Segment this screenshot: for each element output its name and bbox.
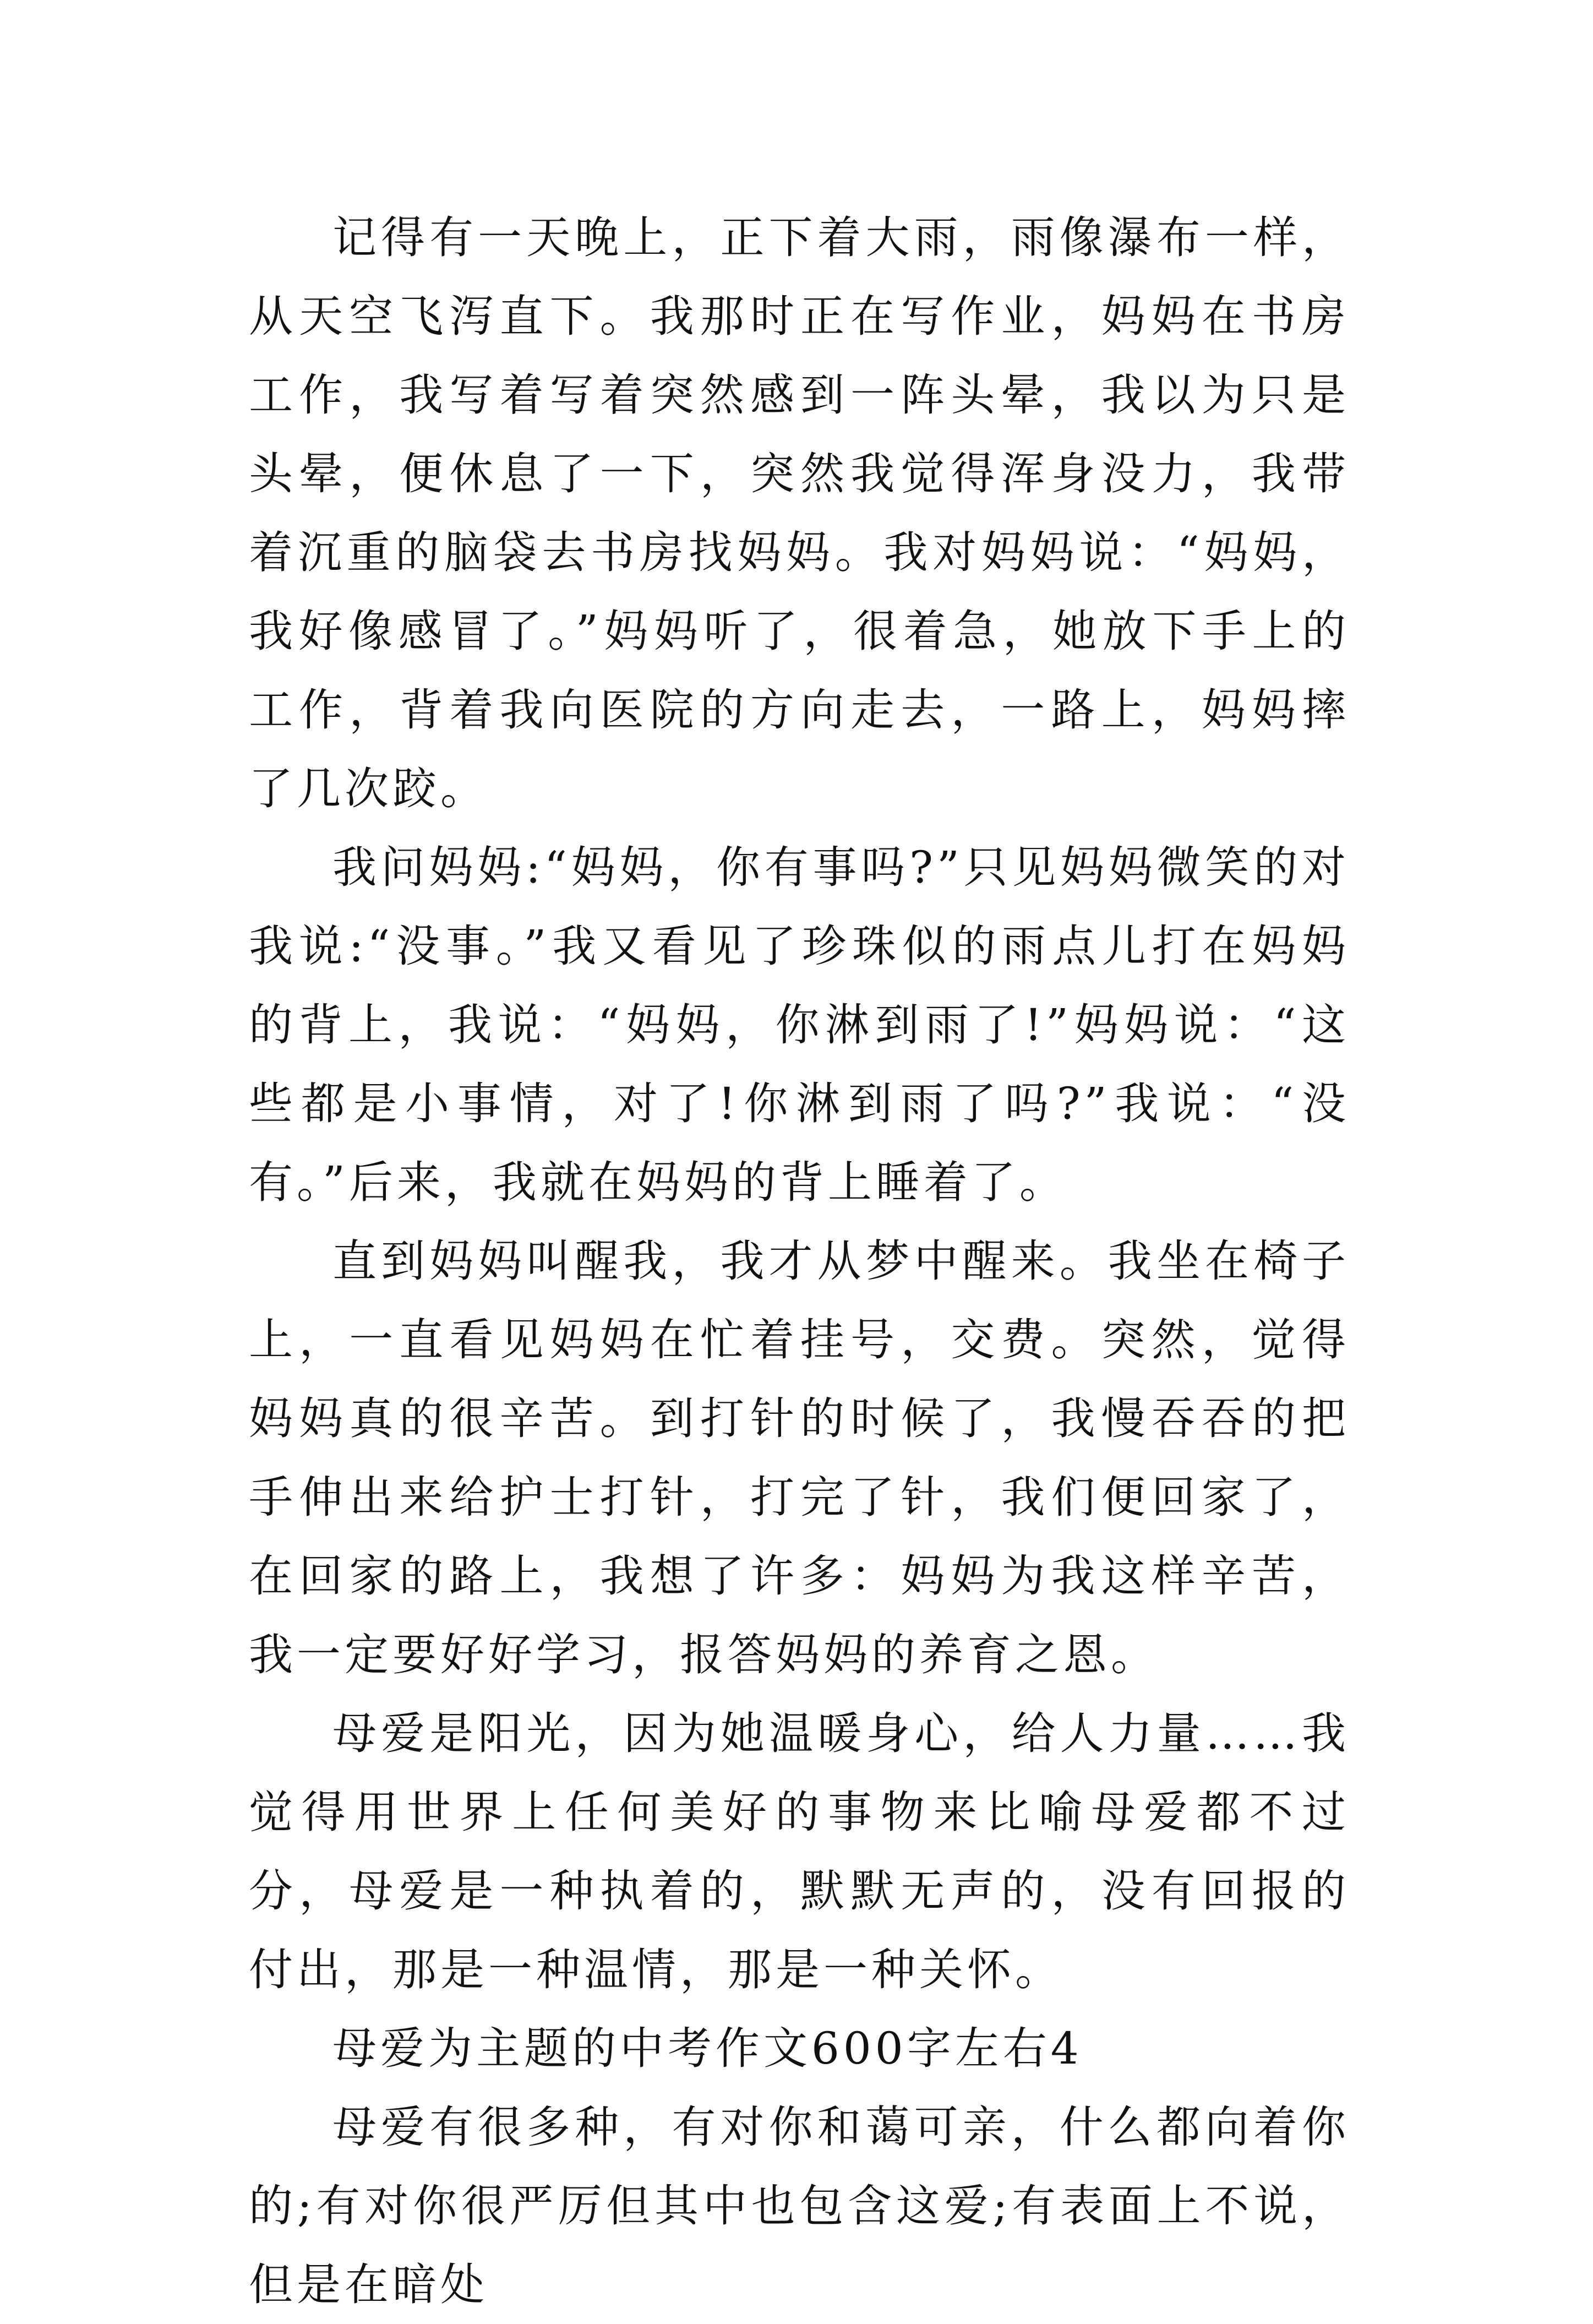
essay-body: [249, 198, 1350, 2324]
section-heading: 母爱为主题的中考作文600字左右4: [332, 2023, 1083, 2074]
paragraph-conversation: 我问妈妈:“妈妈，你有事吗?”只见妈妈微笑的对我说:“没事。”我又看见了珍珠似的雨点儿打在妈妈的背上，我说：“妈妈，你淋到雨了!”妈妈说：“这些都是小事情，对了!你淋到雨了吗?”我说：“没有。”后来，我就在妈妈的背上睡着了。: [249, 842, 1350, 1208]
paragraph-next-essay: 母爱有很多种，有对你和蔼可亲，什么都向着你的;有对你很严厉但其中也包含这爱;有表面上不说，但是在暗处: [249, 2102, 1350, 2310]
paragraph-rainy-night: 记得有一天晚上，正下着大雨，雨像瀑布一样，从天空飞泻直下。我那时正在写作业，妈妈在书房工作，我写着写着突然感到一阵头晕，我以为只是头晕，便休息了一下，突然我觉得浑身没力，我带着沉重的脑袋去书房找妈妈。我对妈妈说：“妈妈，我好像感冒了。”妈妈听了，很着急，她放下手上的工作，背着我向医院的方向走去，一路上，妈妈摔了几次跤。: [249, 212, 1350, 814]
paragraph-hospital: 直到妈妈叫醒我，我才从梦中醒来。我坐在椅子上，一直看见妈妈在忙着挂号，交费。突然，觉得妈妈真的很辛苦。到打针的时候了，我慢吞吞的把手伸出来给护士打针，打完了针，我们便回家了，在回家的路上，我想了许多：妈妈为我这样辛苦，我一定要好好学习，报答妈妈的养育之恩。: [249, 1236, 1350, 1680]
paragraph-conclusion: 母爱是阳光，因为她温暖身心，给人力量……我觉得用世界上任何美好的事物来比喻母爱都不过分，母爱是一种执着的，默默无声的，没有回报的付出，那是一种温情，那是一种关怀。: [249, 1708, 1350, 1995]
